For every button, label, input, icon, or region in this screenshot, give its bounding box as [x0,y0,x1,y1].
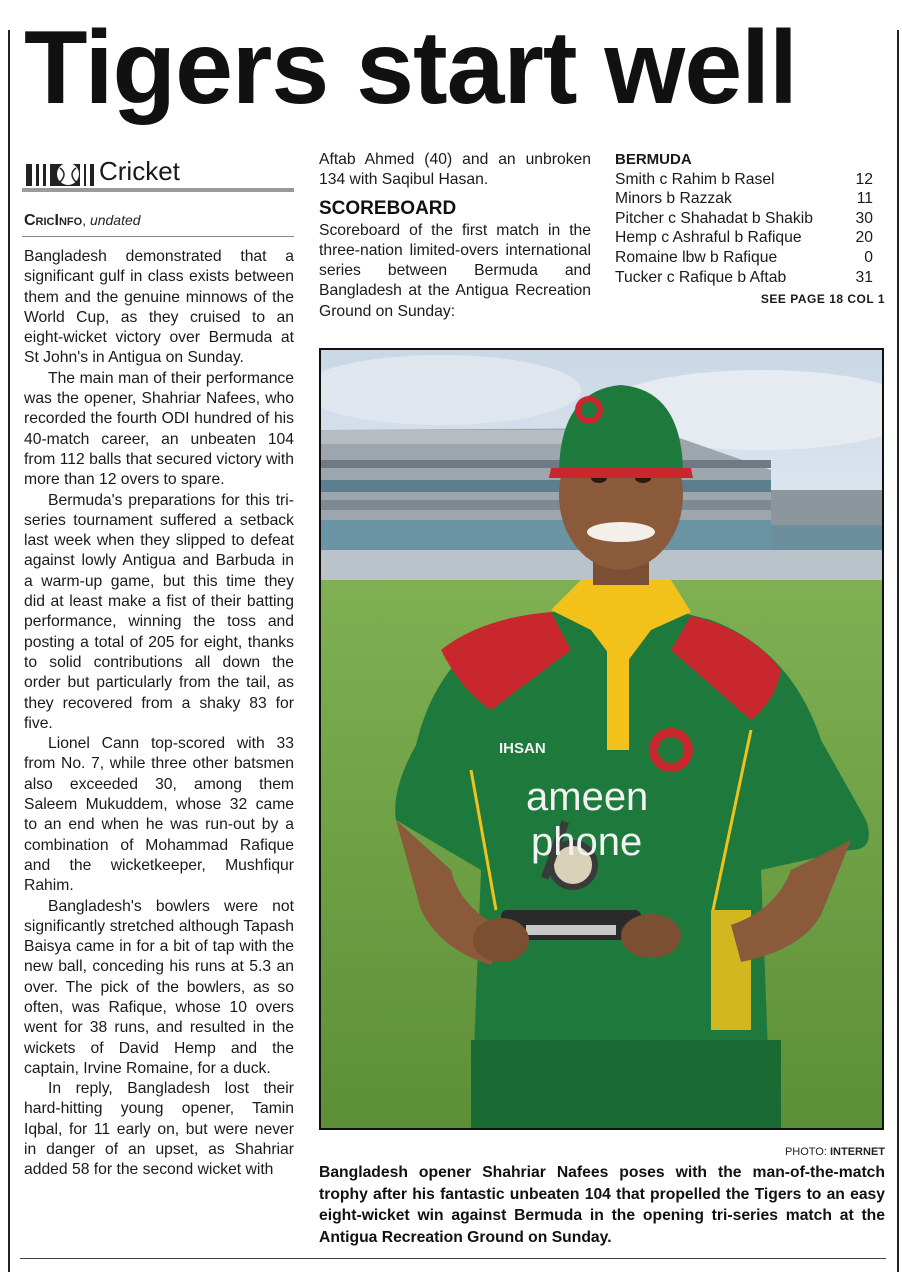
jersey-sponsor-line-1: ameen [526,775,649,819]
section-rule [22,188,294,192]
batsman-runs: 31 [855,268,873,286]
scoreboard-row [615,170,873,190]
batsman-runs: 12 [855,170,873,188]
byline-date: undated [89,212,141,228]
batsman-name: Pitcher c Shahadat b Shakib [615,209,813,227]
left-column-rule [8,30,10,1272]
photo-credit-source: INTERNET [830,1146,885,1158]
jersey-brand-text: IHSAN [499,740,546,757]
bottom-rule [20,1258,886,1259]
scoreboard-row [615,248,873,268]
photo-credit [600,1146,885,1158]
byline-source: CricInfo [24,212,83,229]
photo-credit-label: PHOTO: [784,1146,827,1158]
article-paragraph: The main man of their performance was the opener, Shahriar Nafees, who recorded the fourth ODI hundred of his 40-match career, an unbeaten 104 from 112 balls that secured victory with more than 12 overs to spare. [24,369,294,489]
article-paragraph: Bangladesh demonstrated that a significant gulf in class exists between them and the genuine minnows of the World Cup, as they cruised to an eight-wicket victory over Bermuda at St John's in Antigua on Sunday. [24,248,294,367]
cricket-ball-stumps-icon [24,152,94,188]
scoreboard-team: BERMUDA [615,151,692,168]
player-photo [319,348,884,1130]
section-label: Cricket [99,156,180,186]
article-column-2 [319,150,591,322]
scoreboard-row [615,228,873,248]
batsman-name: Minors b Razzak [615,190,732,208]
scoreboard-row [615,268,873,288]
batsman-runs: 30 [855,209,873,227]
scoreboard-title: SCOREBOARD [319,197,457,219]
batsman-name: Romaine lbw b Rafique [615,248,778,266]
continued-note: SEE PAGE 18 COL 1 [760,292,885,307]
article-paragraph-continued: Aftab Ahmed (40) and an unbroken 134 with Saqibul Hasan. [319,151,591,189]
batsman-name: Hemp c Ashraful b Rafique [615,229,802,247]
article-paragraph: Bermuda's preparations for this tri-series tournament suffered a setback last week when they slipped to defeat against lowly Antigua and Barbuda in a warm-up game, but this time they did at least make a fist of their batting performance, winning the toss and posting a total of 205 for eight, thanks to solid contributions all down the order but particularly from the tail, as they recovered from a shaky 83 for five. [24,491,294,732]
byline-rule [22,236,294,237]
photo-caption: Bangladesh opener Shahriar Nafees poses with the man-of-the-match trophy after his fantastic unbeaten 104 that propelled the Tigers to an easy eight-wicket win against Bermuda in the opening tri-series match at the Antigua Recreation Ground on Sunday. [319,1164,885,1246]
scoreboard-row [615,189,873,209]
batsman-name: Smith c Rahim b Rasel [615,170,775,188]
batsman-runs: 11 [856,190,873,208]
batsman-runs: 0 [864,248,873,266]
article-column-1 [24,247,294,1181]
scoreboard-intro: Scoreboard of the first match in the three-nation limited-overs international series between Bermuda and Bangladesh at the Antigua Recreation Ground on Sunday: [319,221,591,320]
batsman-runs: 20 [855,229,873,247]
scoreboard-row [615,209,873,229]
player-photo-illustration [321,350,882,1128]
scoreboard-table [615,150,885,310]
right-column-rule [897,30,899,1272]
article-paragraph: Lionel Cann top-scored with 33 from No. 7, while three other batsmen also exceeded 30, among them Saleem Mukuddem, whose 32 came to an end when he was run-out by a combination of Mohammad Rafique and the wicketkeeper, Mushfiqur Rahim. [24,735,294,895]
jersey-sponsor-line-2: phone [531,820,643,864]
article-paragraph: Bangladesh's bowlers were not significantly stretched although Tapash Baisya came in for a bit of tap with the new ball, conceding his runs at 5.3 an over. The pick of the bowlers, as so often, was Rafique, whose 10 overs went for 38 runs, and resulted in the wickets of David Hemp and the captain, Irvine Romaine, for a duck. [24,897,294,1077]
batsman-name: Tucker c Rafique b Aftab [615,268,787,286]
article-paragraph: In reply, Bangladesh lost their hard-hitting young opener, Tamin Iqbal, for 11 early on, but were never in danger of an upset, as Shahriar added 58 for the second wicket with [24,1080,294,1179]
byline: CricInfo, undated [24,212,141,229]
section-header [22,148,294,192]
headline: Tigers start well [24,10,797,126]
